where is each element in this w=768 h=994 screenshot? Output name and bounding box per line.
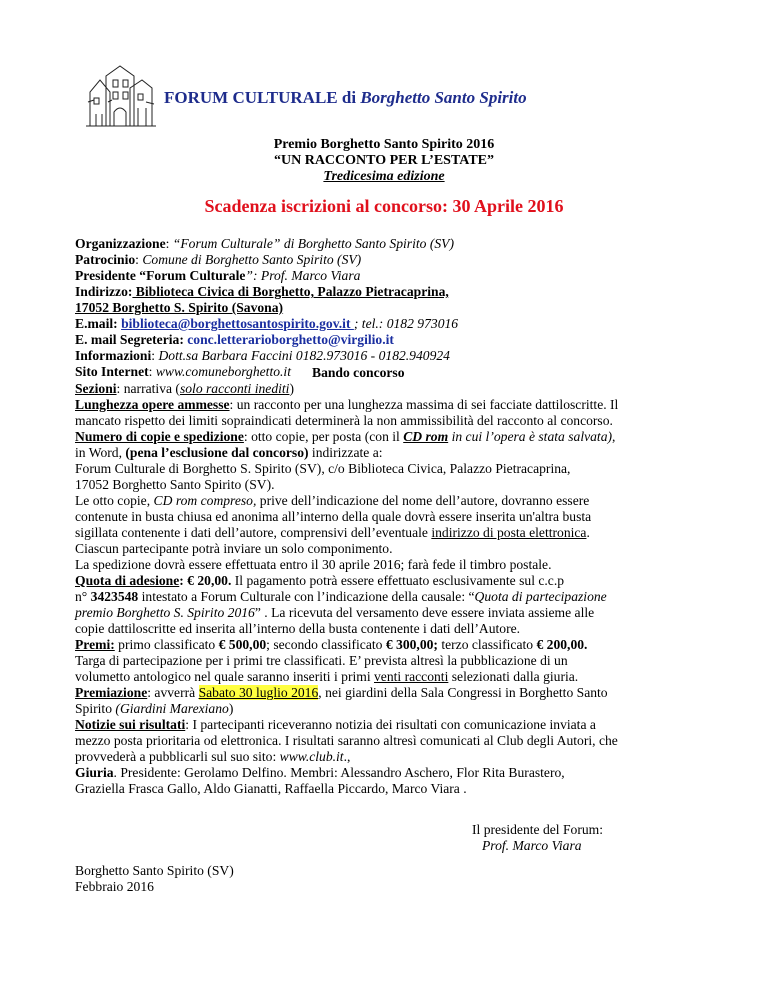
premiazione-line-1: Premiazione: avverrà Sabato 30 luglio 2016, nei giardini della Sala Congressi in Borghetto Santo	[75, 685, 608, 700]
quota-line-3: premio Borghetto S. Spirito 2016” . La ricevuta del versamento deve essere inviata assieme alle	[75, 605, 595, 620]
premi-line-3: volumetto antologico nel quale saranno inseriti i primi venti racconti selezionati dalla giuria.	[75, 669, 579, 684]
bando-title: Bando concorso	[312, 365, 405, 380]
copie-line-4: contenute in busta chiusa ed anonima all’interno della quale dovrà essere inserita un'altra busta	[75, 509, 592, 524]
premiazione-date: Sabato 30 luglio 2016	[198, 685, 319, 700]
copie-line-5: sigillata contenente i dati dell’autore, comprensivi dell’eventuale indirizzo di posta elettronica.	[75, 525, 590, 540]
forum-logo	[86, 62, 156, 128]
notizie-line-2: mezzo posta prioritaria od elettronica. I risultati saranno altresì comunicati al Club degli Autori, che	[75, 733, 618, 748]
premi-line-2: Targa di partecipazione per i primi tre classificati. E’ prevista altresì la pubblicazione di un	[75, 653, 568, 668]
premi-line-1: Premi: primo classificato € 500,00; secondo classificato € 300,00; terzo classificato € 200,00.	[75, 637, 588, 652]
footer-date: Febbraio 2016	[75, 879, 154, 894]
deadline-heading: Scadenza iscrizioni al concorso: 30 Aprile 2016	[204, 196, 564, 216]
club-link[interactable]: www.club.it	[279, 749, 344, 764]
signature-name: Prof. Marco Viara	[482, 838, 582, 853]
indirizzo-line: Indirizzo: Biblioteca Civica di Borghetto, Palazzo Pietracaprina,	[75, 284, 449, 299]
copie-line-3: Le otto copie, CD rom compreso, prive dell’indicazione del nome dell’autore, dovranno essere	[75, 493, 590, 508]
forum-title: FORUM CULTURALE di Borghetto Santo Spirito	[164, 88, 527, 107]
copie-line-2: in Word, (pena l’esclusione dal concorso) indirizzate a:	[75, 445, 383, 460]
organizzazione-line: Organizzazione: “Forum Culturale” di Borghetto Santo Spirito (SV)	[75, 236, 454, 251]
giuria-line-1: Giuria. Presidente: Gerolamo Delfino. Membri: Alessandro Aschero, Flor Rita Burastero,	[75, 765, 565, 780]
notizie-line-3: provvederà a pubblicarli sul suo sito: www.club.it.,	[75, 749, 351, 764]
patrocinio-line: Patrocinio: Comune di Borghetto Santo Spirito (SV)	[75, 252, 362, 267]
lunghezza-line-2: mancato rispetto dei limiti sopraindicati determinerà la non ammissibilità del racconto al concorso.	[75, 413, 613, 428]
email-link[interactable]: biblioteca@borghettosantospirito.gov.it	[121, 316, 354, 331]
copie-line-6: Ciascun partecipante potrà inviare un solo componimento.	[75, 541, 393, 556]
footer-place: Borghetto Santo Spirito (SV)	[75, 863, 234, 878]
copie-line-1: Numero di copie e spedizione: otto copie, per posta (con il CD rom in cui l’opera è stata salvata),	[75, 429, 616, 444]
quota-line-4: copie dattiloscritte ed inserita all’interno della busta contenente i dati dell’Autore.	[75, 621, 521, 636]
segreteria-line: E. mail Segreteria: conc.letterarioborghetto@virgilio.it	[75, 332, 394, 347]
sito-link[interactable]: www.comuneborghetto.it	[155, 364, 291, 379]
premio-title: Premio Borghetto Santo Spirito 2016	[273, 137, 495, 152]
presidente-line: Presidente “Forum Culturale”: Prof. Marco Viara	[75, 268, 361, 283]
sezioni-line: Sezioni: narrativa (solo racconti inediti)	[75, 381, 294, 396]
spedizione-line: La spedizione dovrà essere effettuata entro il 30 aprile 2016; farà fede il timbro postale.	[75, 557, 552, 572]
address-line-1: Forum Culturale di Borghetto S. Spirito (SV), c/o Biblioteca Civica, Palazzo Pietracaprina,	[75, 461, 571, 476]
premio-subtitle: “UN RACCONTO PER L’ESTATE”	[273, 153, 495, 168]
lunghezza-line-1: Lunghezza opere ammesse: un racconto per una lunghezza massima di sei facciate dattiloscritte. Il	[75, 397, 619, 412]
premio-edition: Tredicesima edizione	[323, 169, 445, 184]
informazioni-line: Informazioni: Dott.sa Barbara Faccini 0182.973016 - 0182.940924	[75, 348, 450, 363]
segreteria-email-link[interactable]: conc.letterarioborghetto@virgilio.it	[187, 332, 394, 347]
sito-line: Sito Internet: www.comuneborghetto.it	[75, 364, 291, 379]
email-line: E.mail: biblioteca@borghettosantospirito.gov.it ; tel.: 0182 973016	[75, 316, 459, 331]
address-line-2: 17052 Borghetto Santo Spirito (SV).	[75, 477, 275, 492]
premiazione-line-2: Spirito (Giardini Marexiano)	[75, 701, 234, 716]
notizie-line-1: Notizie sui risultati: I partecipanti riceveranno notizia dei risultati con comunicazione inviata a	[75, 717, 596, 732]
giuria-line-2: Graziella Frasca Gallo, Aldo Gianatti, Raffaella Piccardo, Marco Viara .	[75, 781, 467, 796]
indirizzo-line-2: 17052 Borghetto S. Spirito (Savona)	[75, 300, 284, 315]
signature-title: Il presidente del Forum:	[472, 822, 603, 837]
quota-line-1: Quota di adesione: € 20,00. Il pagamento potrà essere effettuato esclusivamente sul c.c.p	[75, 573, 565, 588]
quota-line-2: n° 3423548 intestato a Forum Culturale con l’indicazione della causale: “Quota di partecipazione	[75, 589, 607, 604]
